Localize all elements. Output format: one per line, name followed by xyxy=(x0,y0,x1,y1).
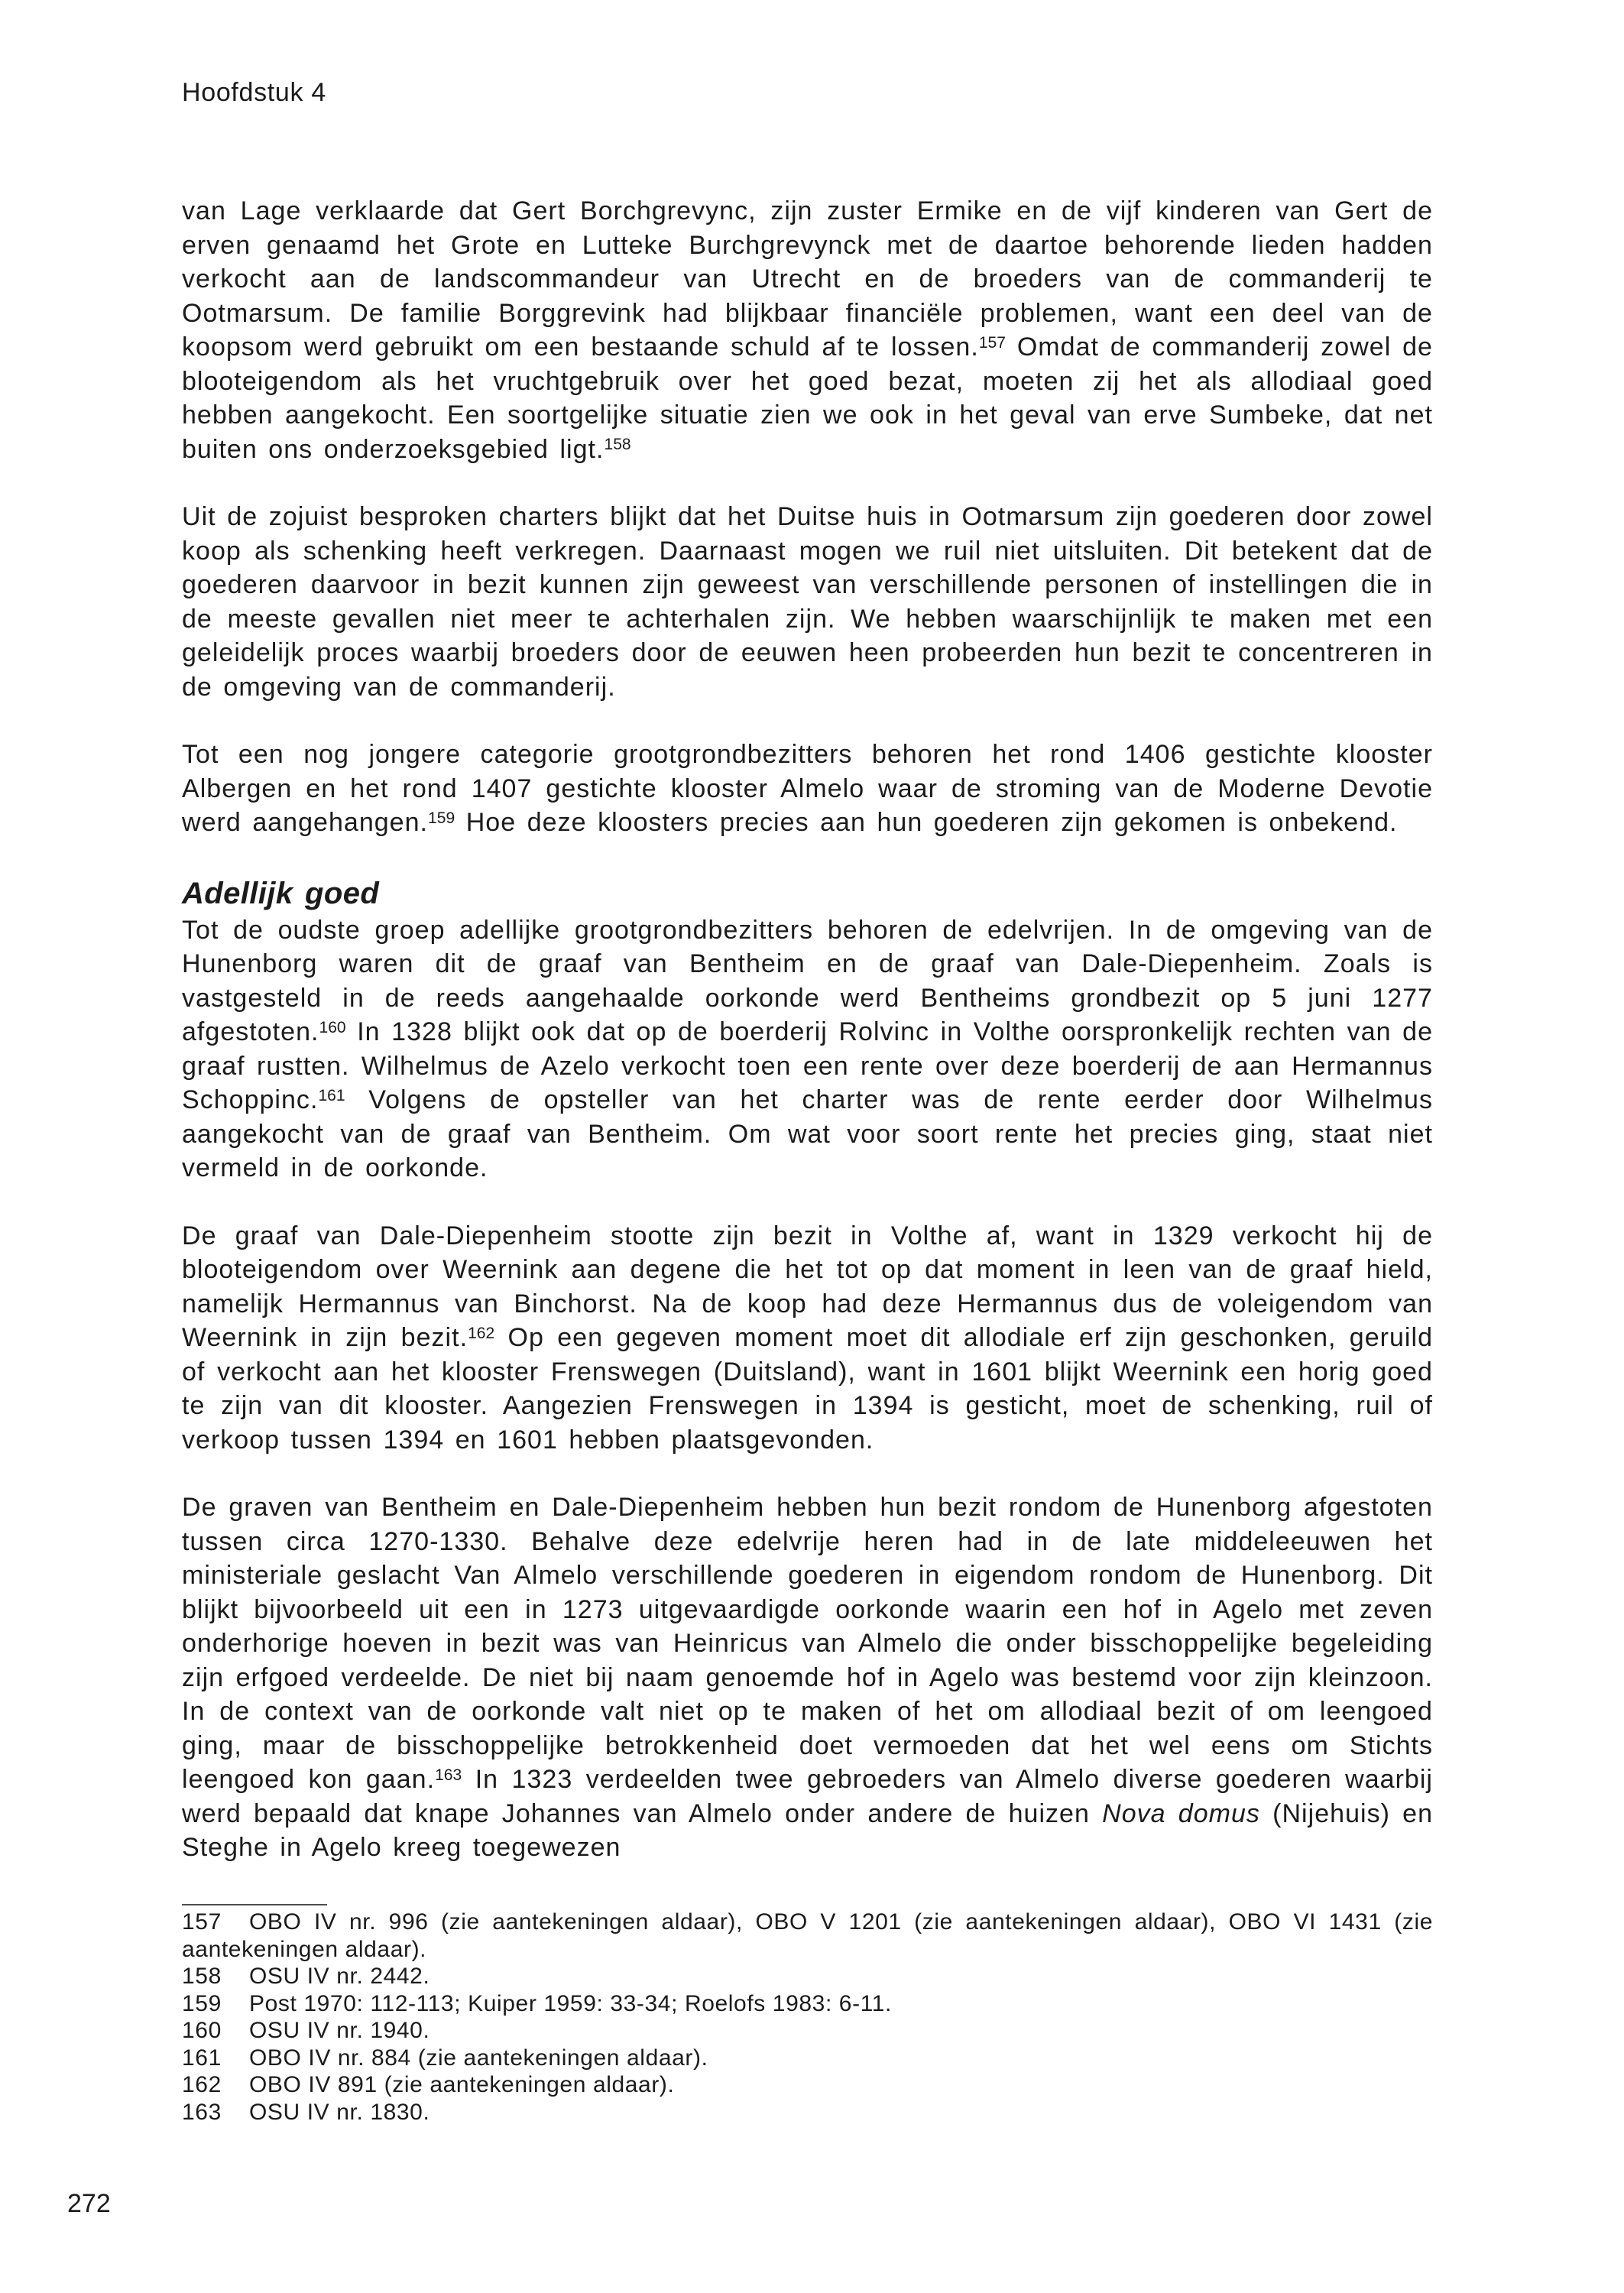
paragraph-text: Volgens de opsteller van het charter was de rente eerder door Wilhelmus aangekocht van de graaf van Bentheim. Om wat voor soort rente het precies ging, staat niet vermeld in de oorkonde. xyxy=(182,1085,1433,1182)
footnote-marker: 158 xyxy=(604,436,631,454)
paragraph-text: Tot een nog jongere categorie grootgrondbezitters behoren het rond 1406 gestichte klooster Albergen en het rond 1407 gestichte klooster Almelo waar de stroming van de Moderne Devotie werd aangehangen. xyxy=(182,740,1433,837)
footnote-marker: 161 xyxy=(318,1086,345,1104)
footnote-marker: 157 xyxy=(978,333,1006,352)
footnote xyxy=(182,2045,1433,2072)
footnote-number: 159 xyxy=(182,1990,222,2016)
footnote-text: OBO IV nr. 884 (zie aantekeningen aldaar). xyxy=(249,2045,708,2071)
paragraph-text: De graven van Bentheim en Dale-Diepenheim hebben hun bezit rondom de Hunenborg afgestoten tussen circa 1270-1330. Behalve deze edelvrije heren had in de late middeleeuwen het ministeriale geslacht Van Almelo verschillende goederen in eigendom rondom de Hunenborg. Dit blijkt bijvoorbeeld uit een in 1273 uitgevaardigde oorkonde waarin een hof in Agelo met zeven onderhorige hoeven in bezit was van Heinricus van Almelo die onder bisschoppelijke begeleiding zijn erfgoed verdeelde. De niet bij naam genoemde hof in Agelo was bestemd voor zijn kleinzoon. In de context van de oorkonde valt niet op te maken of het om allodiaal bezit of om leengoed ging, maar de bisschoppelijke betrokkenheid doet vermoeden dat het wel eens om Stichts leengoed kon gaan. xyxy=(182,1493,1433,1794)
paragraph-text: Uit de zojuist besproken charters blijkt dat het Duitse huis in Ootmarsum zijn goederen door zowel koop als schenking heeft verkregen. Daarnaast mogen we ruil niet uitsluiten. Dit betekent dat de goederen daarvoor in bezit kunnen zijn geweest van verschillende personen of instellingen die in de meeste gevallen niet meer te achterhalen zijn. We hebben waarschijnlijk te maken met een geleidelijk proces waarbij broeders door de eeuwen heen probeerden hun bezit te concentreren in de omgeving van de commanderij. xyxy=(182,502,1433,702)
footnotes xyxy=(182,1909,1433,2126)
footnote-marker: 160 xyxy=(319,1018,346,1036)
paragraph xyxy=(182,738,1433,840)
footnote-text: OSU IV nr. 2442. xyxy=(249,1964,430,1989)
paragraph-text: (Nijehuis) en Steghe in Agelo kreeg toegewezen xyxy=(182,1798,1433,1862)
paragraph xyxy=(182,500,1433,704)
paragraph xyxy=(182,1490,1433,1865)
chapter-header: Hoofdstuk 4 xyxy=(182,78,326,107)
footnote xyxy=(182,2017,1433,2045)
paragraph-text: van Lage verklaarde dat Gert Borchgrevync, zijn zuster Ermike en de vijf kinderen van Gert de erven genaamd het Grote en Lutteke Burchgrevynck met de daartoe behorende lieden hadden verkocht aan de landscommandeur van Utrecht en de broeders van de commanderij te Ootmarsum. De familie Borggrevink had blijkbaar financiële problemen, want een deel van de koopsom werd gebruikt om een bestaande schuld af te lossen. xyxy=(182,196,1433,362)
paragraph-text: In 1328 blijkt ook dat op de boerderij Rolvinc in Volthe oorspronkelijk rechten van de graaf rustten. Wilhelmus de Azelo verkocht toen een rente over deze boerderij de aan Hermannus Schoppinc. xyxy=(182,1017,1433,1114)
footnote-marker: 162 xyxy=(468,1324,495,1342)
section-heading: Adellijk goed xyxy=(182,876,380,910)
page-number: 272 xyxy=(67,2189,111,2218)
footnote-number: 161 xyxy=(182,2045,222,2071)
footnote-text: OSU IV nr. 1830. xyxy=(249,2099,430,2125)
footnote xyxy=(182,1990,1433,2018)
body-text xyxy=(182,194,1433,1865)
paragraph xyxy=(182,1219,1433,1458)
footnote-text: OBO IV 891 (zie aantekeningen aldaar). xyxy=(249,2072,675,2097)
paragraph-text: In 1323 verdeelden twee gebroeders van Almelo diverse goederen waarbij werd bepaald dat knape Johannes van Almelo onder andere de huizen xyxy=(182,1765,1433,1828)
footnote-marker: 159 xyxy=(428,809,455,827)
footnote-number: 163 xyxy=(182,2099,222,2125)
footnote-text: OSU IV nr. 1940. xyxy=(249,2018,430,2043)
paragraph-text: Tot de oudste groep adellijke grootgrondbezitters behoren de edelvrijen. In de omgeving van de Hunenborg waren dit de graaf van Bentheim en de graaf van Dale-Diepenheim. Zoals is vastgesteld in de reeds aangehaalde oorkonde werd Bentheims grondbezit op 5 juni 1277 afgestoten. xyxy=(182,915,1433,1046)
paragraph-text: Op een gegeven moment moet dit allodiale erf zijn geschonken, geruild of verkocht aan het klooster Frenswegen (Duitsland), want in 1601 blijkt Weernink een horig goed te zijn van dit klooster. Aangezien Frenswegen in 1394 is gesticht, moet de schenking, ruil of verkoop tussen 1394 en 1601 hebben plaatsgevonden. xyxy=(182,1323,1433,1455)
footnote xyxy=(182,2071,1433,2099)
footnote-separator xyxy=(182,1904,327,1905)
paragraph xyxy=(182,194,1433,466)
footnote xyxy=(182,1963,1433,1990)
footnote-number: 157 xyxy=(182,1909,222,1935)
footnote-marker: 163 xyxy=(435,1766,462,1784)
footnote-number: 158 xyxy=(182,1964,222,1989)
paragraph-text: Hoe deze kloosters precies aan hun goederen zijn gekomen is onbekend. xyxy=(455,808,1398,837)
paragraph-text: Omdat de commanderij zowel de blooteigendom als het vruchtgebruik over het goed bezat, moeten zij het als allodiaal goed hebben aangekocht. Een soortgelijke situatie zien we ook in het geval van erve Sumbeke, dat net buiten ons onderzoeksgebied ligt. xyxy=(182,332,1433,464)
footnote xyxy=(182,1909,1433,1963)
italic-term: Nova domus xyxy=(1102,1798,1260,1828)
footnote-text: OBO IV nr. 996 (zie aantekeningen aldaar), OBO V 1201 (zie aantekeningen aldaar), OBO VI 1431 (zie aantekeningen aldaar). xyxy=(182,1909,1433,1962)
footnote-number: 162 xyxy=(182,2072,222,2097)
footnote xyxy=(182,2099,1433,2126)
paragraph-text: De graaf van Dale-Diepenheim stootte zijn bezit in Volthe af, want in 1329 verkocht hij de blooteigendom over Weernink aan degene die het tot op dat moment in leen van de graaf hield, namelijk Hermannus van Binchorst. Na de koop had deze Hermannus dus de voleigendom van Weernink in zijn bezit. xyxy=(182,1221,1433,1352)
footnote-number: 160 xyxy=(182,2018,222,2043)
paragraph xyxy=(182,913,1433,1185)
footnote-text: Post 1970: 112-113; Kuiper 1959: 33-34; Roelofs 1983: 6-11. xyxy=(249,1990,892,2016)
